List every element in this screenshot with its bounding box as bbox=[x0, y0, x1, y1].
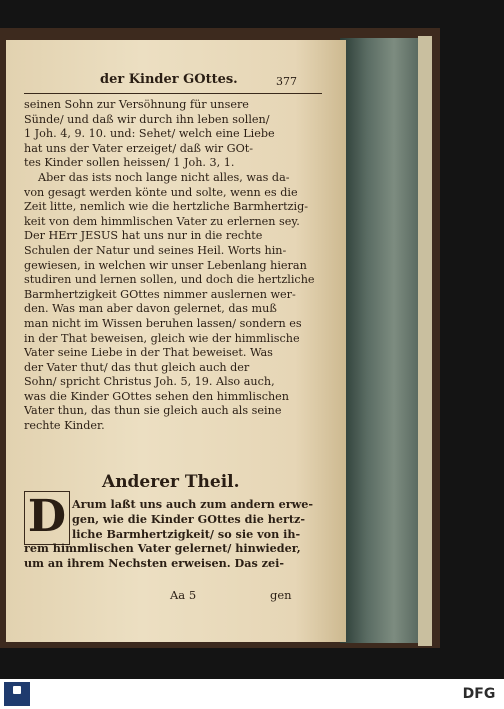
text-line: Der HErr JESUS hat uns nur in die rechte bbox=[24, 229, 263, 243]
text-line: seinen Sohn zur Versöhnung für unsere bbox=[24, 98, 249, 111]
text-line: was die Kinder GOttes sehen den himmlischen bbox=[24, 389, 289, 403]
text-line: rechte Kinder. bbox=[24, 419, 105, 433]
text-line: 1 Joh. 4, 9. 10. und: Sehet/ welch eine Liebe bbox=[24, 127, 275, 141]
text-line: Aber das ists noch lange nicht alles, was da- bbox=[38, 170, 290, 184]
text-line: Sohn/ spricht Christus Joh. 5, 19. Also auch, bbox=[24, 375, 275, 389]
text-line: um an ihrem Nechsten erweisen. Das zei- bbox=[24, 556, 285, 571]
page-number: 377 bbox=[276, 75, 297, 88]
paragraph-1 bbox=[24, 98, 326, 434]
catchword: gen bbox=[270, 588, 292, 602]
text-line: liche Barmhertzigkeit/ so sie von ih- bbox=[72, 526, 301, 541]
text-line: in der That beweisen, gleich wie der himmlische bbox=[24, 331, 300, 345]
text-line: man nicht im Wissen beruhen lassen/ sondern es bbox=[24, 316, 302, 330]
header-rule bbox=[24, 93, 322, 94]
text-line: von gesagt werden könte und solte, wenn es die bbox=[24, 185, 298, 199]
text-line: rem himmlischen Vater gelernet/ hinwieder, bbox=[24, 541, 301, 556]
text-line: Schulen der Natur und seines Heil. Worts hin- bbox=[24, 243, 287, 257]
text-line: Vater seine Liebe in der That beweiset. Was bbox=[24, 346, 273, 360]
running-header: der Kinder GOttes. bbox=[100, 72, 238, 87]
signature-mark: Aa 5 bbox=[170, 588, 197, 602]
text-line: der Vater thut/ das thut gleich auch der bbox=[24, 360, 250, 374]
page-block-edge bbox=[340, 38, 430, 643]
paragraph-2 bbox=[24, 497, 326, 571]
dfg-logo: DFG bbox=[458, 684, 500, 704]
text-line: tes Kinder sollen heissen/ 1 Joh. 3, 1. bbox=[24, 156, 235, 170]
library-logo-icon bbox=[4, 682, 30, 706]
text-line: studiren und lernen sollen, und doch die hertzliche bbox=[24, 273, 315, 287]
section-heading: Anderer Theil. bbox=[102, 472, 240, 492]
drop-cap: D bbox=[24, 491, 70, 545]
text-line: Arum laßt uns auch zum andern erwe- bbox=[72, 497, 314, 511]
text-line: hat uns der Vater erzeiget/ daß wir GOt- bbox=[24, 141, 254, 155]
text-line: Sünde/ und daß wir durch ihn leben sollen/ bbox=[24, 112, 270, 126]
text-line: gewiesen, in welchen wir unser Lebenlang hieran bbox=[24, 258, 307, 272]
text-line: gen, wie die Kinder GOttes die hertz- bbox=[72, 511, 306, 526]
text-line: Zeit litte, nemlich wie die hertzliche Barmhertzig- bbox=[24, 200, 309, 214]
page-fore-edge bbox=[418, 36, 432, 646]
text-line: keit von dem himmlischen Vater zu erlernen sey. bbox=[24, 214, 300, 228]
text-line: Barmhertzigkeit GOttes nimmer auslernen wer- bbox=[24, 287, 296, 301]
viewer-footer-bar bbox=[0, 679, 504, 709]
text-line: Vater thun, das thun sie gleich auch als seine bbox=[24, 404, 282, 418]
text-line: den. Was man aber davon gelernet, das muß bbox=[24, 302, 277, 316]
